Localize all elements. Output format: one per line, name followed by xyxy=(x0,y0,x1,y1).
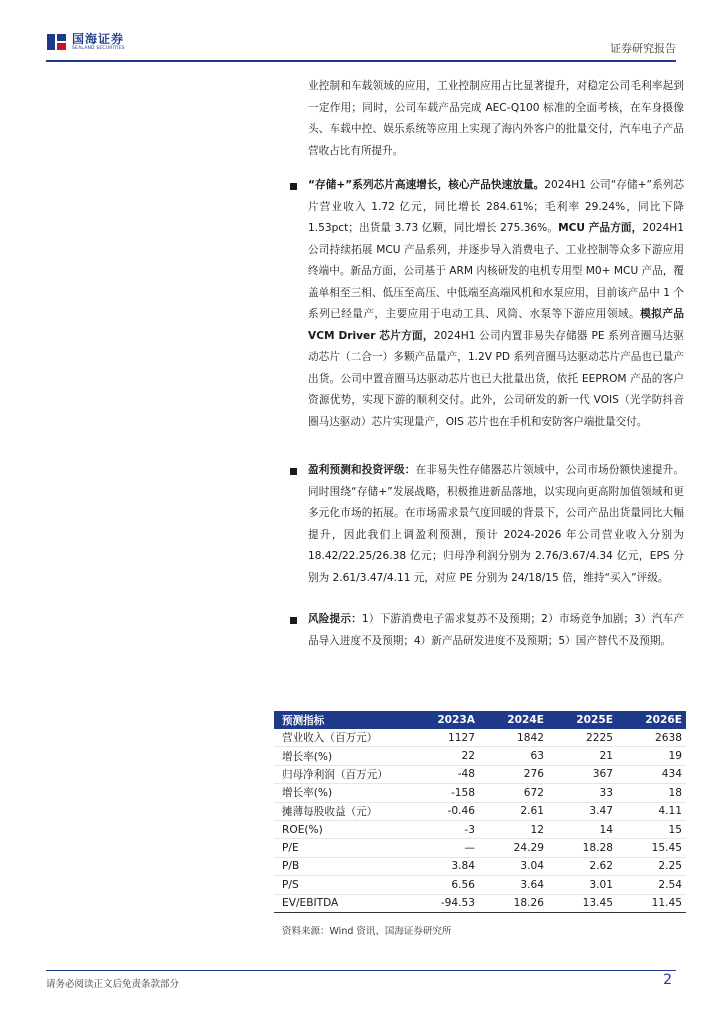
table-row-label: ROE(%) xyxy=(274,820,410,838)
table-cell: -0.46 xyxy=(410,802,479,820)
table-cell: 434 xyxy=(617,765,686,783)
header-divider xyxy=(46,60,676,62)
vcm-section-text: 2024H1 公司内置非易失存储器 PE 系列音圈马达驱动芯片（二合一）多颗产品量产，1.2V PD 系列音圈马达驱动芯片产品也已量产出货。公司中置音圈马达驱动芯片也已大批量出货，依托 EEPROM 产品的客户资源优势，实现下游的顺利交付。此外，公司研发的新一代 VOIS（光学防抖音圈马达驱动）芯片实现量产，OIS 芯片也在手机和安防客户端批量交付。 xyxy=(308,329,684,428)
paragraph-storage-plus xyxy=(308,175,684,433)
table-cell: -48 xyxy=(410,765,479,783)
table-cell: 3.47 xyxy=(548,802,617,820)
table-header-cell: 2026E xyxy=(645,714,682,726)
logo-name-en: SEALAND SECURITIES xyxy=(72,45,125,51)
table-cell: — xyxy=(410,839,479,857)
risk-warning-lead: 风险提示： xyxy=(308,613,362,625)
table-row-label: P/S xyxy=(274,876,410,894)
sealand-logo-icon xyxy=(46,31,68,53)
forecast-table xyxy=(274,711,686,913)
table-cell: 63 xyxy=(479,747,548,765)
table-row-label: P/B xyxy=(274,857,410,875)
table-header-row xyxy=(274,711,686,729)
vcm-section-lead: 模拟产品 VCM Driver 芯片方面， xyxy=(308,308,684,342)
table-cell: 22 xyxy=(410,747,479,765)
table-cell: 14 xyxy=(548,820,617,838)
paragraph-storage-plus-text: 2024H1 公司“存储+”系列芯片营业收入 1.72 亿元，同比增长 284.61%；毛利率 29.24%，同比下降 1.53pct；出货量 3.73 亿颗，同比增长 275.36%。 xyxy=(308,179,684,234)
table-row xyxy=(274,839,686,857)
table-cell: 13.45 xyxy=(548,894,617,912)
footer-divider xyxy=(46,970,676,971)
table-row-label: EV/EBITDA xyxy=(274,894,410,912)
table-cell: -94.53 xyxy=(410,894,479,912)
footer-disclaimer: 请务必阅读正文后免责条款部分 xyxy=(46,979,180,990)
table-cell: 18 xyxy=(617,784,686,802)
table-header-cell: 2025E xyxy=(576,714,613,726)
table-cell: 1127 xyxy=(410,729,479,747)
table-row-label: 归母净利润（百万元） xyxy=(274,765,410,783)
table-row-label: P/E xyxy=(274,839,410,857)
table-cell: 12 xyxy=(479,820,548,838)
table-row xyxy=(274,857,686,875)
table-cell: 2638 xyxy=(617,729,686,747)
earnings-forecast-lead: 盈利预测和投资评级： xyxy=(308,464,416,476)
table-row xyxy=(274,784,686,802)
table-row xyxy=(274,894,686,912)
table-cell: 1842 xyxy=(479,729,548,747)
mcu-section-lead: MCU 产品方面， xyxy=(558,222,643,234)
paragraph-continuation: 业控制和车载领域的应用，工业控制应用占比显著提升，对稳定公司毛利率起到一定作用；同时，公司车载产品完成 AEC-Q100 标准的全面考核，在车身摄像头、车载中控、娱乐系统等应用上实现了海内外客户的批量交付，汽车电子产品营收占比有所提升。 xyxy=(308,80,684,157)
paragraph-earnings-forecast xyxy=(308,460,684,589)
table-row-label: 增长率(%) xyxy=(274,747,410,765)
table-cell: -158 xyxy=(410,784,479,802)
report-type-label: 证券研究报告 xyxy=(610,42,676,55)
table-cell: 24.29 xyxy=(479,839,548,857)
table-cell: 15 xyxy=(617,820,686,838)
mcu-section-text: 2024H1 公司持续拓展 MCU 产品系列，并逐步导入消费电子、工业控制等众多下游应用终端中。新品方面，公司基于 ARM 内核研发的电机专用型 M0+ MCU 产品，覆盖单相至三相、低压至高压、中低端至高端风机和水泵应用，目前该产品中 1 个系列已经量产，主要应用于电动工具、风筒、水泵等下游应用领域。 xyxy=(308,222,684,320)
table-row xyxy=(274,729,686,747)
bullet-square-icon xyxy=(290,468,297,475)
table-row xyxy=(274,876,686,894)
table-row xyxy=(274,747,686,765)
page-number: 2 xyxy=(663,972,672,988)
table-cell: 2.61 xyxy=(479,802,548,820)
table-row xyxy=(274,802,686,820)
table-row-label: 摊薄每股收益（元） xyxy=(274,802,410,820)
earnings-forecast-text: 在非易失性存储器芯片领域中，公司市场份额快速提升。同时围绕“存储+”发展战略，积极推进新品落地，以实现向更高附加值领域和更多元化市场的拓展。在市场需求景气度回暖的背景下，公司产品出货量同比大幅提升，因此我们上调盈利预测，预计 2024-2026 年公司营业收入分别为 18.42/22.25/26.38 亿元；归母净利润分别为 2.76/3.67/4.34 亿元，EPS 分别为 2.61/3.47/4.11 元，对应 PE 分别为 24/18/15 倍，维持“买入”评级。 xyxy=(308,464,685,584)
table-header-cell: 2024E xyxy=(507,714,544,726)
table-cell: 18.28 xyxy=(548,839,617,857)
table-cell: 3.84 xyxy=(410,857,479,875)
table-cell: 21 xyxy=(548,747,617,765)
table-body xyxy=(274,729,686,912)
table-cell: 367 xyxy=(548,765,617,783)
paragraph-storage-plus-lead: “存储+”系列芯片高速增长，核心产品快速放量。 xyxy=(308,179,545,191)
table-cell: 2225 xyxy=(548,729,617,747)
table-header-cell: 2023A xyxy=(437,714,475,726)
risk-warning-text: 1）下游消费电子需求复苏不及预期；2）市场竞争加剧；3）汽车产品导入进度不及预期；4）新产品研发进度不及预期；5）国产替代不及预期。 xyxy=(308,613,684,647)
table-cell: -3 xyxy=(410,820,479,838)
table-cell: 276 xyxy=(479,765,548,783)
table-cell: 4.11 xyxy=(617,802,686,820)
table-cell: 15.45 xyxy=(617,839,686,857)
table-row xyxy=(274,820,686,838)
bullet-square-icon xyxy=(290,617,297,624)
data-source-note: 资料来源：Wind 资讯、国海证券研究所 xyxy=(282,926,452,937)
table-row-label: 增长率(%) xyxy=(274,784,410,802)
company-logo xyxy=(46,30,125,54)
table-cell: 2.62 xyxy=(548,857,617,875)
table-cell: 3.64 xyxy=(479,876,548,894)
table-cell: 3.04 xyxy=(479,857,548,875)
table-row xyxy=(274,765,686,783)
table-cell: 33 xyxy=(548,784,617,802)
table-cell: 672 xyxy=(479,784,548,802)
table-cell: 19 xyxy=(617,747,686,765)
logo-name-cn: 国海证券 xyxy=(72,31,125,46)
bullet-square-icon xyxy=(290,183,297,190)
table-cell: 2.25 xyxy=(617,857,686,875)
table-row-label: 营业收入（百万元） xyxy=(274,729,410,747)
table-cell: 2.54 xyxy=(617,876,686,894)
paragraph-risk-warning xyxy=(308,609,684,652)
table-cell: 11.45 xyxy=(617,894,686,912)
table-cell: 6.56 xyxy=(410,876,479,894)
table-cell: 18.26 xyxy=(479,894,548,912)
table-cell: 3.01 xyxy=(548,876,617,894)
table-header-cell: 预测指标 xyxy=(282,714,325,727)
